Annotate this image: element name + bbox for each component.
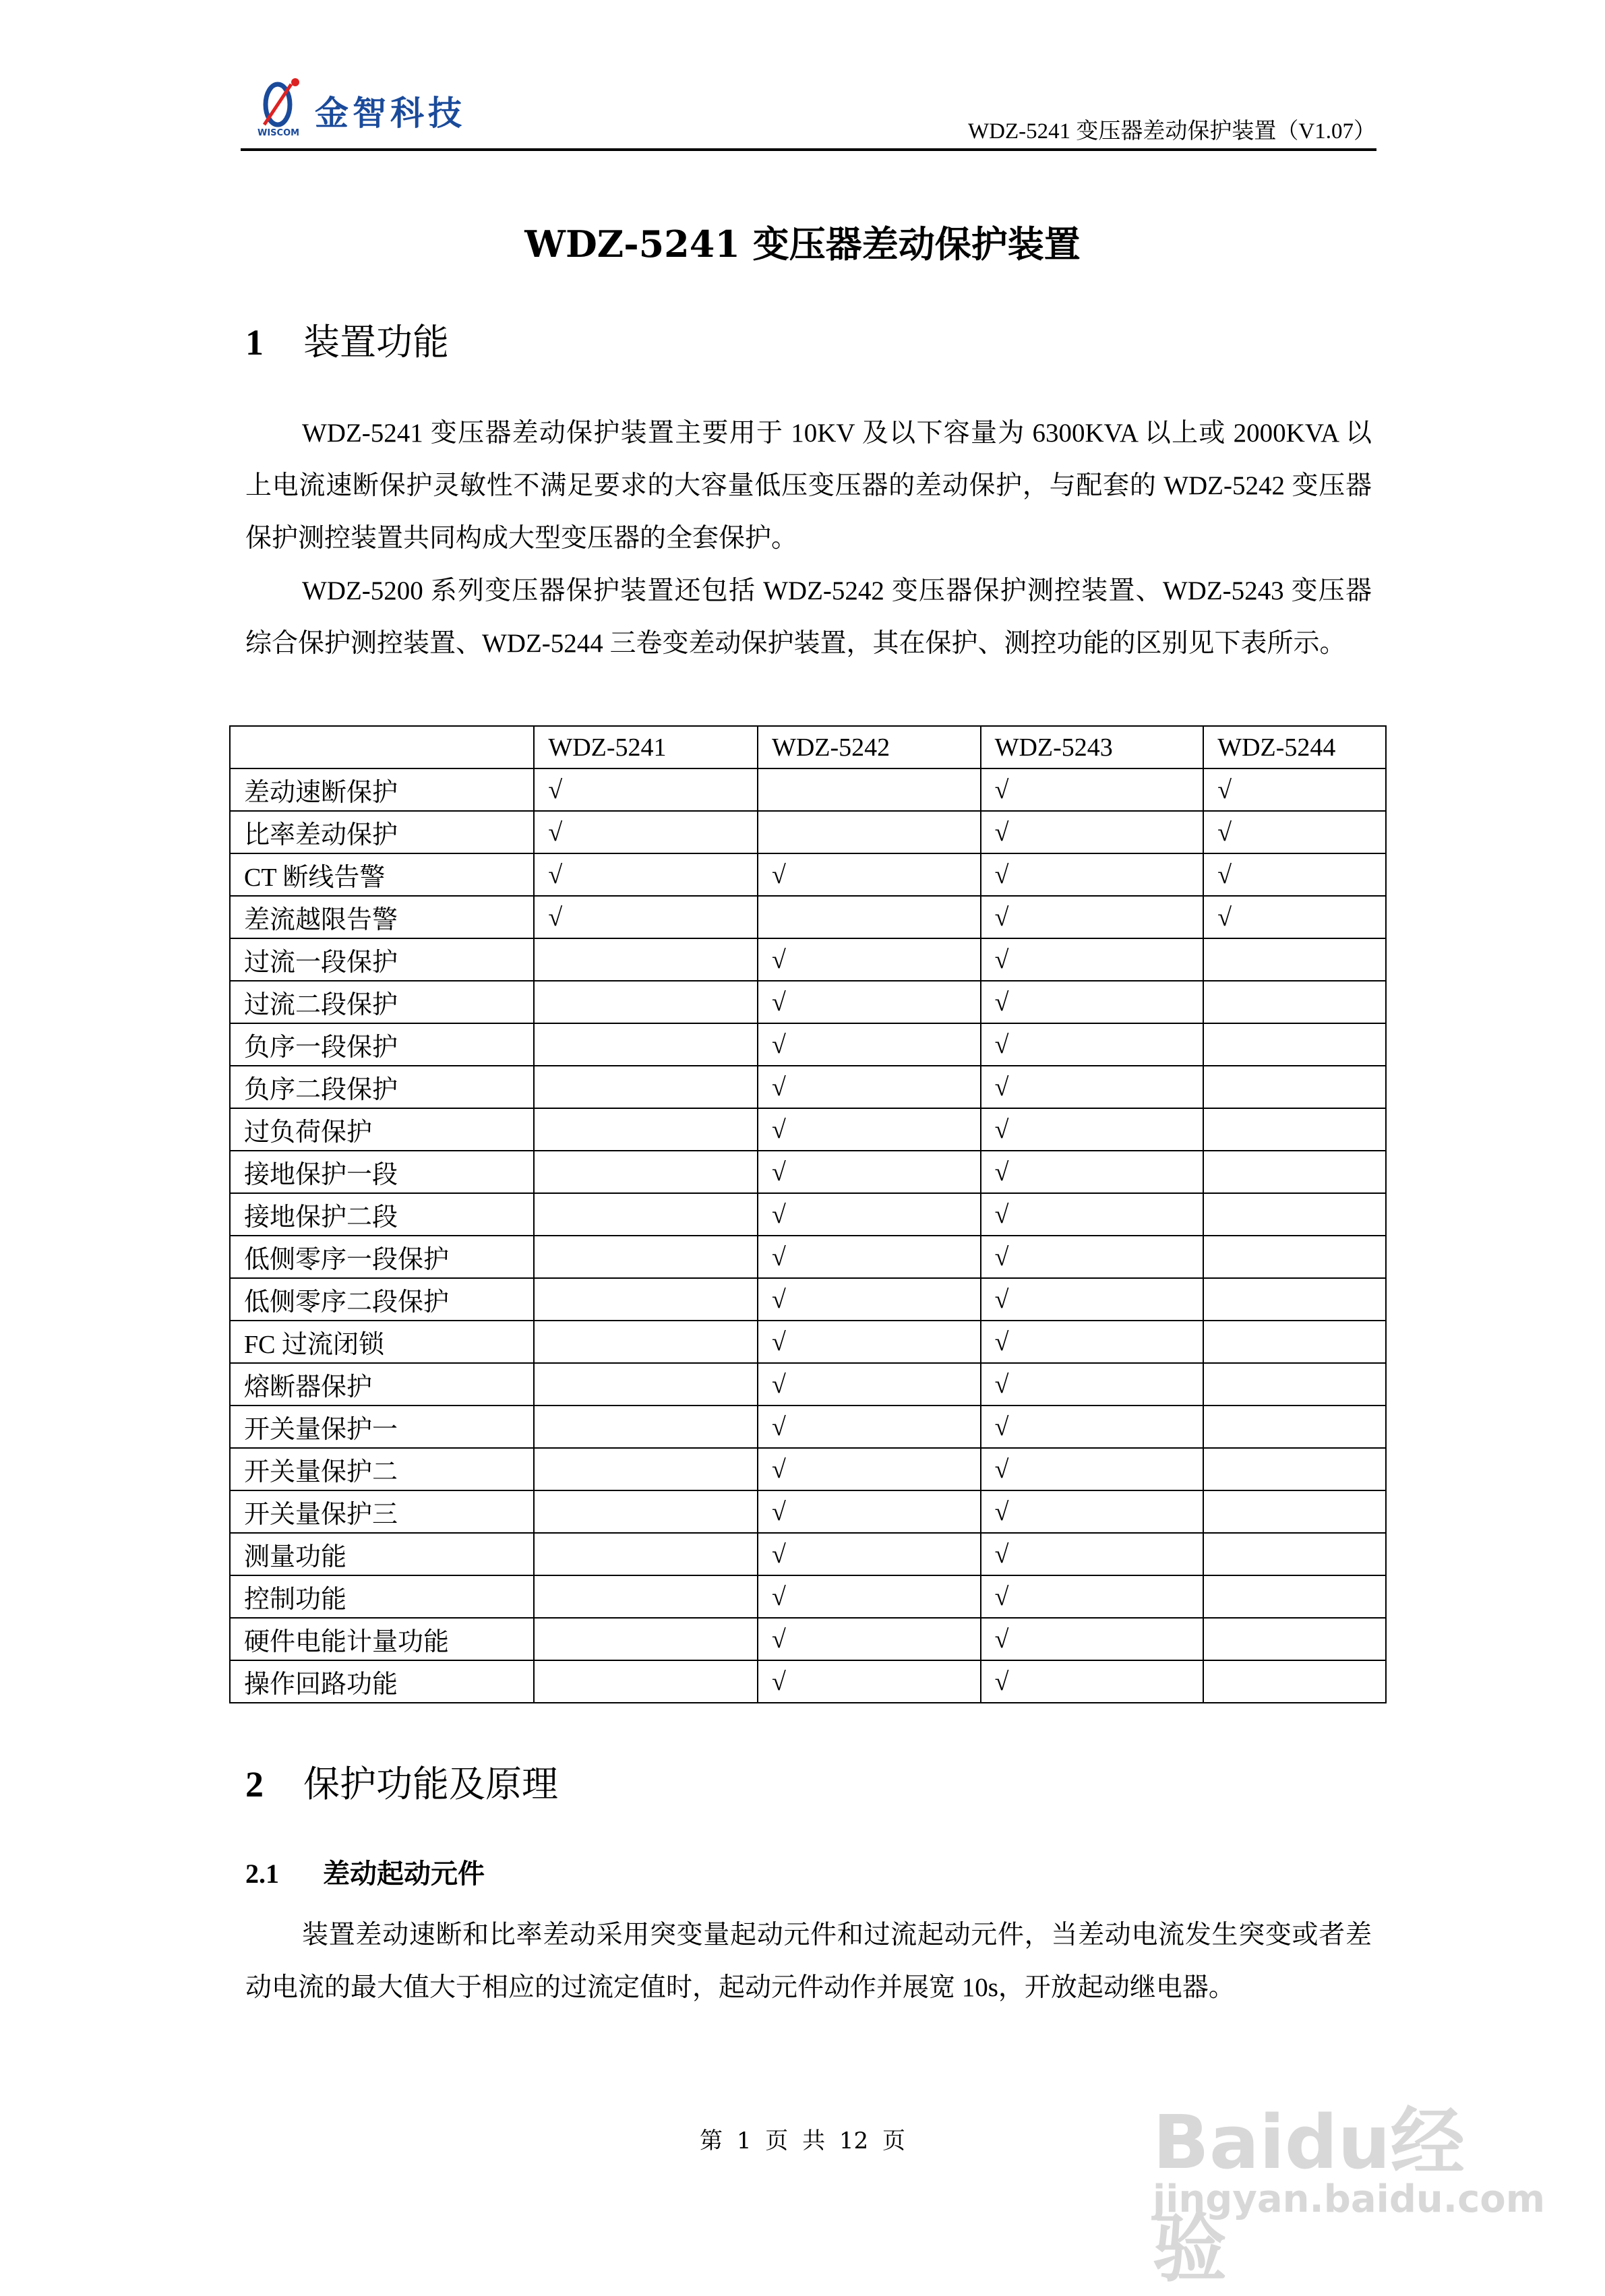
feature-name-cell: 操作回路功能 (230, 1660, 534, 1703)
check-cell: √ (981, 811, 1204, 853)
check-cell (534, 1108, 758, 1151)
feature-name-cell: 硬件电能计量功能 (230, 1618, 534, 1660)
check-cell: √ (981, 1236, 1204, 1278)
check-cell (534, 1236, 758, 1278)
table-row (230, 896, 1386, 938)
logo-en: WISCOM (258, 128, 300, 138)
check-cell: √ (981, 1533, 1204, 1575)
check-cell (1203, 1321, 1386, 1363)
table-row (230, 1236, 1386, 1278)
check-cell: √ (758, 1533, 981, 1575)
check-cell (758, 768, 981, 811)
check-cell: √ (758, 1448, 981, 1490)
check-cell: √ (758, 1575, 981, 1618)
table-row (230, 1321, 1386, 1363)
check-cell: √ (534, 853, 758, 896)
table-row (230, 1660, 1386, 1703)
section-2-heading (245, 1755, 558, 1807)
feature-name-cell: 开关量保护一 (230, 1406, 534, 1448)
section-title: 装置功能 (303, 321, 449, 363)
check-cell: √ (981, 1490, 1204, 1533)
check-cell (534, 1490, 758, 1533)
check-cell: √ (758, 938, 981, 981)
check-cell (1203, 1406, 1386, 1448)
table-header-row (230, 726, 1386, 768)
table-row (230, 1108, 1386, 1151)
table-row (230, 853, 1386, 896)
feature-name-cell: 差流越限告警 (230, 896, 534, 938)
check-cell (534, 938, 758, 981)
paragraph: 装置差动速断和比率差动采用突变量起动元件和过流起动元件，当差动电流发生突变或者差动电流的最大值大于相应的过流定值时，起动元件动作并展宽 10s，开放起动继电器。 (245, 1921, 1372, 2002)
feature-name-cell: 负序一段保护 (230, 1023, 534, 1066)
feature-name-cell: 过流一段保护 (230, 938, 534, 981)
check-cell: √ (758, 1321, 981, 1363)
page-footer: 第 1 页 共 12 页 (700, 2127, 905, 2154)
check-cell: √ (758, 1236, 981, 1278)
table-row (230, 811, 1386, 853)
feature-name-cell: 差动速断保护 (230, 768, 534, 811)
check-cell: √ (534, 896, 758, 938)
header-doc-ref: WDZ-5241 变压器差动保护装置（V1.07） (968, 119, 1376, 144)
table-row (230, 938, 1386, 981)
subsection-title: 差动起动元件 (323, 1859, 485, 1890)
subsection-number: 2.1 (245, 1859, 279, 1889)
check-cell (1203, 1660, 1386, 1703)
check-cell (1203, 1236, 1386, 1278)
check-cell (1203, 1533, 1386, 1575)
check-cell (1203, 1575, 1386, 1618)
check-cell: √ (758, 1151, 981, 1193)
check-cell (1203, 981, 1386, 1023)
table-row (230, 1490, 1386, 1533)
table-row (230, 1406, 1386, 1448)
section-number: 1 (245, 322, 264, 363)
logo-mark-icon (251, 74, 311, 135)
feature-name-cell: 负序二段保护 (230, 1066, 534, 1108)
check-cell (534, 1321, 758, 1363)
section-1-heading (245, 313, 449, 365)
table-row (230, 1448, 1386, 1490)
check-cell (1203, 1278, 1386, 1321)
check-cell (534, 1660, 758, 1703)
baidu-watermark (1146, 2043, 1546, 2292)
check-cell: √ (1203, 768, 1386, 811)
check-cell: √ (758, 981, 981, 1023)
feature-name-cell: FC 过流闭锁 (230, 1321, 534, 1363)
table-row (230, 1363, 1386, 1406)
feature-name-cell: 低侧零序二段保护 (230, 1278, 534, 1321)
table-row (230, 981, 1386, 1023)
watermark-url: jingyan.baidu.com (1153, 2177, 1546, 2221)
check-cell (534, 1278, 758, 1321)
check-cell: √ (758, 1363, 981, 1406)
check-cell: √ (758, 1108, 981, 1151)
check-cell: √ (758, 1406, 981, 1448)
check-cell: √ (981, 1193, 1204, 1236)
check-cell (1203, 1448, 1386, 1490)
table-row (230, 1533, 1386, 1575)
company-logo (251, 74, 480, 148)
table-row (230, 1151, 1386, 1193)
column-header (230, 726, 534, 768)
check-cell (1203, 1193, 1386, 1236)
feature-comparison-table (229, 725, 1387, 1703)
check-cell: √ (981, 938, 1204, 981)
check-cell (534, 1406, 758, 1448)
check-cell: √ (758, 1066, 981, 1108)
check-cell: √ (981, 1151, 1204, 1193)
check-cell (1203, 938, 1386, 981)
check-cell: √ (981, 1618, 1204, 1660)
check-cell: √ (758, 1490, 981, 1533)
feature-name-cell: 控制功能 (230, 1575, 534, 1618)
check-cell: √ (758, 1660, 981, 1703)
feature-name-cell: 接地保护二段 (230, 1193, 534, 1236)
check-cell (534, 1448, 758, 1490)
table-row (230, 1066, 1386, 1108)
section-title: 保护功能及原理 (303, 1763, 558, 1805)
check-cell: √ (758, 1193, 981, 1236)
check-cell: √ (1203, 853, 1386, 896)
document-title: WDZ-5241 变压器差动保护装置 (524, 222, 1081, 266)
check-cell (1203, 1108, 1386, 1151)
check-cell (534, 981, 758, 1023)
table-row (230, 1278, 1386, 1321)
section-number: 2 (245, 1764, 264, 1805)
header-divider (241, 148, 1376, 151)
check-cell: √ (981, 896, 1204, 938)
table-row (230, 1023, 1386, 1066)
feature-name-cell: 接地保护一段 (230, 1151, 534, 1193)
feature-name-cell: 测量功能 (230, 1533, 534, 1575)
column-header: WDZ-5242 (758, 726, 981, 768)
check-cell: √ (534, 768, 758, 811)
check-cell: √ (981, 1066, 1204, 1108)
check-cell: √ (981, 1363, 1204, 1406)
table-row (230, 768, 1386, 811)
check-cell (758, 811, 981, 853)
check-cell (534, 1193, 758, 1236)
check-cell (534, 1363, 758, 1406)
check-cell (534, 1618, 758, 1660)
check-cell: √ (981, 1108, 1204, 1151)
feature-name-cell: 开关量保护二 (230, 1448, 534, 1490)
section-1-body (245, 407, 1372, 670)
check-cell (534, 1023, 758, 1066)
check-cell: √ (1203, 896, 1386, 938)
check-cell: √ (981, 1023, 1204, 1066)
check-cell: √ (981, 1448, 1204, 1490)
check-cell: √ (1203, 811, 1386, 853)
check-cell (1203, 1066, 1386, 1108)
table-row (230, 1618, 1386, 1660)
subsection-2-1-heading (245, 1852, 485, 1891)
check-cell (1203, 1490, 1386, 1533)
column-header: WDZ-5244 (1203, 726, 1386, 768)
check-cell (534, 1533, 758, 1575)
check-cell: √ (981, 1406, 1204, 1448)
check-cell (1203, 1151, 1386, 1193)
check-cell: √ (758, 1618, 981, 1660)
check-cell: √ (981, 1660, 1204, 1703)
check-cell: √ (981, 981, 1204, 1023)
check-cell: √ (758, 1023, 981, 1066)
logo-text: 金智科技 (315, 94, 466, 133)
check-cell (534, 1575, 758, 1618)
feature-name-cell: 过负荷保护 (230, 1108, 534, 1151)
subsection-2-1-body (245, 1909, 1372, 2014)
check-cell: √ (981, 768, 1204, 811)
table-row (230, 1193, 1386, 1236)
check-cell (758, 896, 981, 938)
check-cell (534, 1151, 758, 1193)
check-cell (1203, 1363, 1386, 1406)
check-cell: √ (981, 1575, 1204, 1618)
check-cell: √ (981, 1278, 1204, 1321)
feature-name-cell: CT 断线告警 (230, 853, 534, 896)
table-row (230, 1575, 1386, 1618)
check-cell: √ (758, 1278, 981, 1321)
feature-name-cell: 低侧零序一段保护 (230, 1236, 534, 1278)
check-cell: √ (981, 1321, 1204, 1363)
feature-name-cell: 开关量保护三 (230, 1490, 534, 1533)
check-cell: √ (758, 853, 981, 896)
check-cell (1203, 1618, 1386, 1660)
feature-name-cell: 熔断器保护 (230, 1363, 534, 1406)
check-cell (534, 1066, 758, 1108)
column-header: WDZ-5241 (534, 726, 758, 768)
check-cell: √ (534, 811, 758, 853)
watermark-brand: Baidu经验 (1153, 2099, 1465, 2292)
paragraph: WDZ-5241 变压器差动保护装置主要用于 10KV 及以下容量为 6300KVA 以上或 2000KVA 以上电流速断保护灵敏性不满足要求的大容量低压变压器的差动保护，与配套的 WDZ-5242 变压器保护测控装置共同构成大型变压器的全套保护。 (245, 419, 1372, 553)
paragraph: WDZ-5200 系列变压器保护装置还包括 WDZ-5242 变压器保护测控装置、WDZ-5243 变压器综合保护测控装置、WDZ-5244 三卷变差动保护装置，其在保护、测控功能的区别见下表所示。 (245, 576, 1372, 658)
check-cell (1203, 1023, 1386, 1066)
column-header: WDZ-5243 (981, 726, 1204, 768)
feature-name-cell: 过流二段保护 (230, 981, 534, 1023)
check-cell: √ (981, 853, 1204, 896)
feature-name-cell: 比率差动保护 (230, 811, 534, 853)
